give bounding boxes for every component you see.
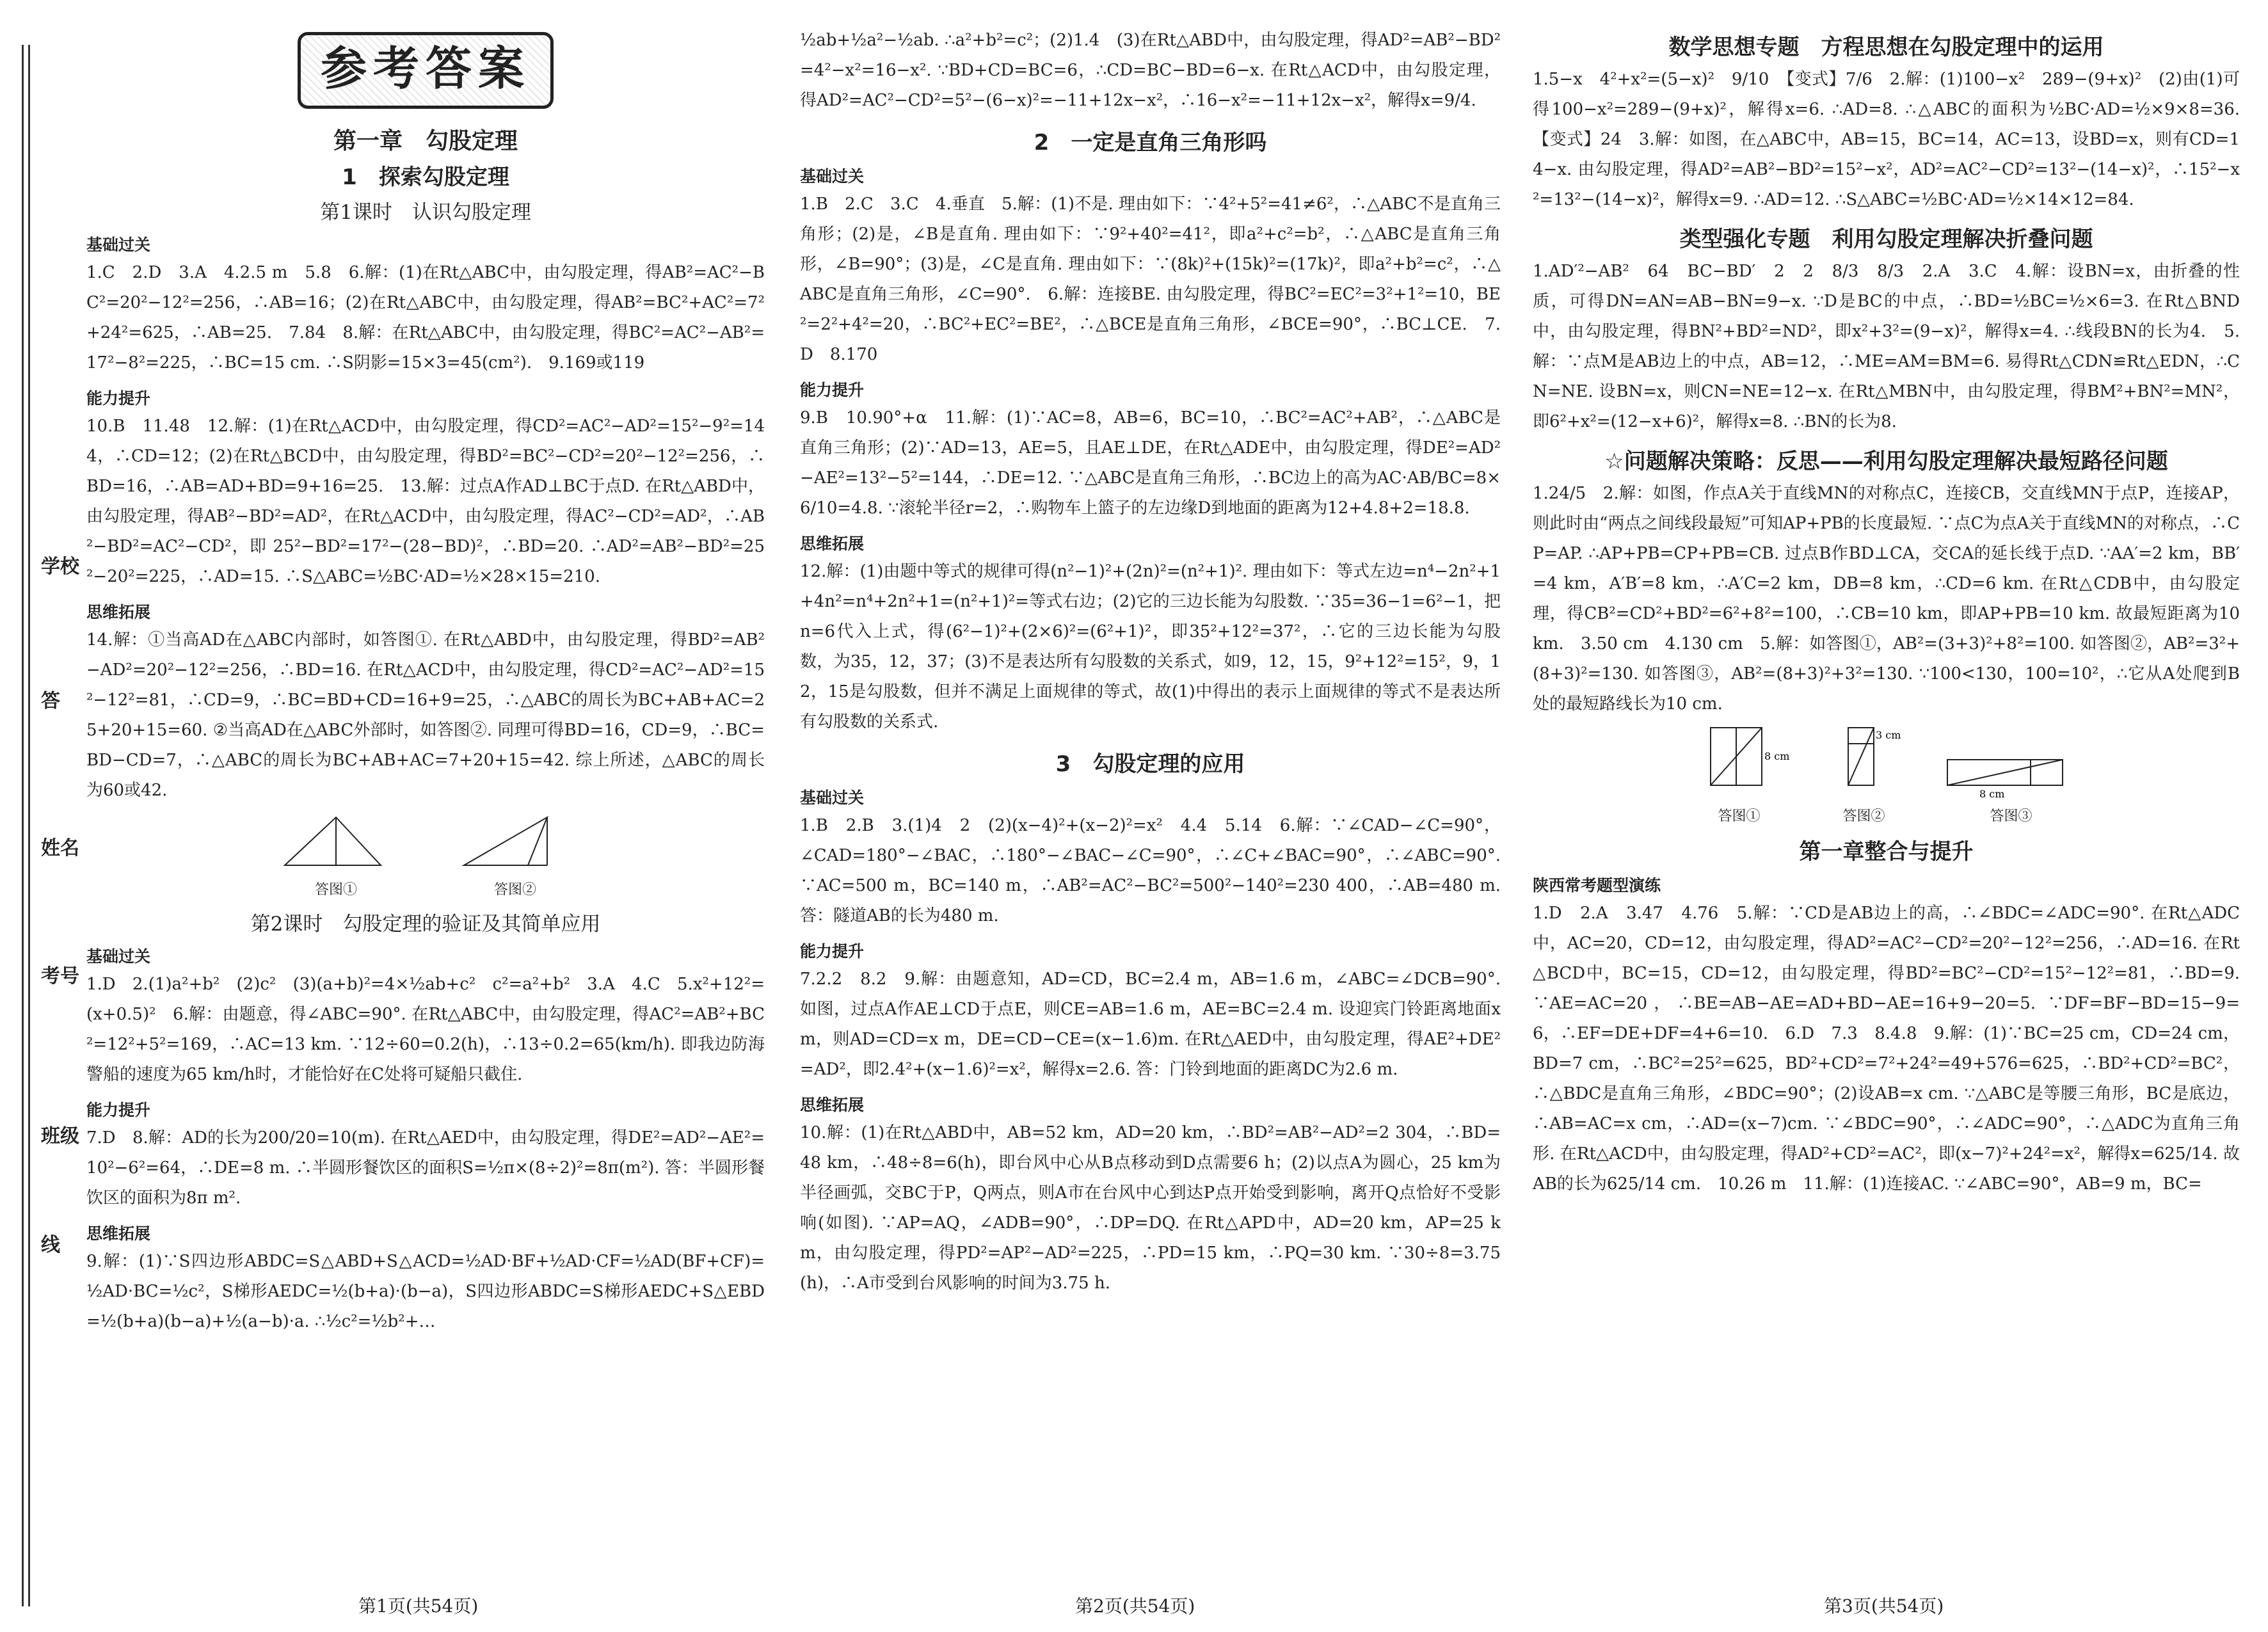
unfold-diagram [1691,724,1787,801]
summary-title: 第一章整合与提升 [1799,839,1974,865]
subheading: 基础过关 [86,947,151,966]
answer-text: 14.解：①当高AD在△ABC内部时，如答图①. 在Rt△ABD中，由勾股定理，得BD²=AB²−AD²=20²−12²=256，∴BD=16. 在Rt△ACD中，由勾股定理，得CD²=AC²−AD²=15²−12²=81，∴CD=9，∴BC=BD+CD=16+9=25，∴△ABC的周长为BC+AB+AC=25+20+15=60. ②当高AD在△ABC外部时，如答图②. 同理可得BD=16，CD=9，∴BC=BD−CD=7，∴△ABC的周长为BC+AB+AC=7+20+15=42. 综上所述，△ABC的周长为60或42. [86,630,765,800]
figure-caption: 答图③ [1990,808,2032,824]
subheading: 能力提升 [86,389,151,408]
unfold-diagram [1826,724,1903,801]
answer-text: 7.2.2 8.2 9.解：由题意知，AD=CD，BC=2.4 m，AB=1.6 m，∠ABC=∠DCB=90°. 如图，过点A作AE⊥CD于点E，则CE=AB=1.6 m，AE=BC=2.4 m. 设迎宾门铃距离地面x m，则AD=CD=x m，DE=CD−CE=(x−1.6)m. 在Rt△AED中，由勾股定理，得AE²+DE²=AD²，即2.4²+(x−1.6)²=x²，解得x=2.6. 答：门铃到地面的距离DC为2.6 m. [800,970,1501,1079]
lesson-title: 第2课时 勾股定理的验证及其简单应用 [250,913,601,936]
column-1 [86,26,765,1594]
column-2 [800,26,1501,1594]
answer-text: 9.解：(1)∵S四边形ABDC=S△ABD+S△ACD=½AD·BF+½AD·CF=½AD(BF+CF)=½AD·BC=½c²，S梯形AEDC=½(b+a)·(b−a)，S四边形ABDC=S梯形AEDC+S△EBD=½(b+a)(b−a)+½(a−b)·a. ∴½c²=½b²+… [86,1252,765,1331]
triangle-figures [86,811,765,899]
figure-caption: 答图② [1842,808,1885,824]
binding-label: 班级 [41,1125,79,1148]
answer-text: 7.D 8.解：AD的长为200/20=10(m). 在Rt△AED中，由勾股定理，得DE²=AD²−AE²=10²−6²=64，∴DE=8 m. ∴半圆形餐饮区的面积S=½π×(8÷2)²=8π(m²). 答：半圆形餐饮区的面积为8π m². [86,1128,765,1208]
section-title: 2 一定是直角三角形吗 [1034,130,1267,156]
subheading: 思维拓展 [800,1096,865,1114]
subheading: 思维拓展 [86,603,151,621]
dimension-label: 8 cm [1979,788,2004,800]
answer-text: 1.B 2.B 3.(1)4 2 (2)(x−4)²+(x−2)²=x² 4.4 5.14 6.解：∵∠CAD−∠C=90°，∠CAD=180°−∠BAC，∴180°−∠BAC−∠C=90°，∴∠C+∠BAC=90°，∴∠ABC=90°. ∵AC=500 m，BC=140 m，∴AB²=AC²−BC²=500²−140²=230 400，∴AB=480 m. 答：隧道AB的长为480 m. [800,816,1501,925]
binding-label: 答 [41,690,60,712]
figure-caption: 答图① [1718,808,1761,824]
section-title: 1 探索勾股定理 [342,164,509,190]
triangle-diagram [272,811,400,875]
subheading: 思维拓展 [800,534,865,553]
answer-text: 10.解：(1)在Rt△ABD中，AB=52 km，AD=20 km，∴BD²=AB²−AD²=2 304，∴BD=48 km，∴48÷8=6(h)，即台风中心从B点移动到D点需要6 h；(2)以点A为圆心，25 km为半径画弧，交BC于P，Q两点，则A市在台风中心到达P点开始受到影响，离开Q点恰好不受影响(如图). ∵AP=AQ，∠ADB=90°，∴DP=DQ. 在Rt△APD中，AD=20 km，AP=25 km，由勾股定理，得PD²=AP²−AD²=225，∴PD=15 km，∴PQ=30 km. ∵30÷8=3.75(h)，∴A市受到台风影响的时间为3.75 h. [800,1123,1501,1293]
figure-caption: 答图② [493,882,536,898]
answer-text: 1.D 2.A 3.47 4.76 5.解：∵CD是AB边上的高，∴∠BDC=∠ADC=90°. 在Rt△ADC中，AC=20，CD=12，由勾股定理，得AD²=AC²−CD²=20²−12²=256，∴AD=16. 在Rt△BCD中，BC=15，CD=12，由勾股定理，得BD²=BC²−CD²=15²−12²=81，∴BD=9. ∵AE=AC=20，∴BE=AB−AE=AD+BD−AE=16+9−20=5. ∵DF=BF−BD=15−9=6，∴EF=DE+DF=4+6=10. 6.D 7.3 8.4.8 9.解：(1)∵BC=25 cm，CD=24 cm，BD=7 cm，∴BC²=25²=625，BD²+CD²=7²+24²=49+576=625，∴BD²+CD²=BC²，∴△BDC是直角三角形，∠BDC=90°；(2)设AB=x cm. ∵△ABC是等腰三角形，BC是底边，∴AB=AC=x cm，∴AD=(x−7)cm. ∵∠BDC=90°，∴∠ADC=90°，∴△ADC为直角三角形. 在Rt△ACD中，由勾股定理，得AD²+CD²=AC²，即(x−7)²+24²=x²，解得x=625/14. 故AB的长为625/14 cm. 10.26 m 11.解：(1)连接AC. ∵∠ABC=90°，AB=9 m，BC= [1533,904,2240,1194]
answer-text: 10.B 11.48 12.解：(1)在Rt△ACD中，由勾股定理，得CD²=AC²−AD²=15²−9²=144，∴CD=12；(2)在Rt△BCD中，由勾股定理，得BD²=BC²−CD²=20²−12²=256，∴BD=16，∴AB=AD+BD=9+16=25. 13.解：过点A作AD⊥BC于点D. 在Rt△ABD中，由勾股定理，得AB²−BD²=AD²，在Rt△ACD中，由勾股定理，得AC²−CD²=AD²，∴AB²−BD²=AC²−CD²，即 25²−BD²=17²−(28−BD)²，∴BD=20. ∴AD²=AB²−BD²=25²−20²=225，∴AD=15. ∴S△ABC=½BC·AD=½×28×15=210. [86,417,765,586]
binding-label: 考号 [41,965,79,988]
figure-caption: 答图① [314,882,357,898]
answer-text: 12.解：(1)由题中等式的规律可得(n²−1)²+(2n)²=(n²+1)². 理由如下：等式左边=n⁴−2n²+1+4n²=n⁴+2n²+1=(n²+1)²=等式右边；(2)它的三边长能为勾股数. ∵35=36−1=6²−1，把n=6代入上式，得(6²−1)²+(2×6)²=(6²+1)²，即35²+12²=37²，∴它的三边长能为勾股数，为35，12，37；(3)不是表达所有勾股数的关系式，如9，12，15，9²+12²=15²，9，12，15是勾股数，但并不满足上面规律的等式，故(1)中得出的表示上面规律的等式不是表达所有勾股数的关系式. [800,562,1501,732]
subheading: 能力提升 [800,381,865,399]
section-title: 3 勾股定理的应用 [1055,751,1245,777]
answer-text: 9.B 10.90°+α 11.解：(1)∵AC=8，AB=6，BC=10，∴BC²=AC²+AB²，∴△ABC是直角三角形；(2)∵AD=13，AE=5，且AE⊥DE，在Rt△ADE中，由勾股定理，得DE²=AD²−AE²=13²−5²=144，∴DE=12. ∵△ABC是直角三角形，∴BC边上的高为AC·AB/BC=8×6/10=4.8. ∵滚轮半径r=2，∴购物车上篮子的左边缘D到地面的距离为12+4.8+2=18.8. [800,408,1501,518]
page-footer: 第3页(共54页) [1824,1596,1944,1617]
answer-text: 1.C 2.D 3.A 4.2.5 m 5.8 6.解：(1)在Rt△ABC中，由勾股定理，得AB²=AC²−BC²=20²−12²=256，∴AB=16；(2)在Rt△ABC中，由勾股定理，得AB²=BC²+AC²=7²+24²=625，∴AB=25. 7.84 8.解：在Rt△ABC中，由勾股定理，得BC²=AC²−AB²=17²−8²=225，∴BC=15 cm. ∴S阴影=15×3=45(cm²). 9.169或119 [86,263,765,372]
answer-text: 1.D 2.(1)a²+b² (2)c² (3)(a+b)²=4×½ab+c² c²=a²+b² 3.A 4.C 5.x²+12²=(x+0.5)² 6.解：由题意，得∠ABC=90°. 在Rt△ABC中，由勾股定理，得AC²=AB²+BC²=12²+5²=169，∴AC=13 km. ∵12÷60=0.2(h)，∴13÷0.2=65(km/h). 即我边防海警船的速度为65 km/h时，才能恰好在C处将可疑船只截住. [86,975,765,1084]
subheading: 陕西常考题型演练 [1533,876,1661,895]
binding-line [28,45,30,1606]
answer-text: 1.B 2.C 3.C 4.垂直 5.解：(1)不是. 理由如下：∵4²+5²=41≠6²，∴△ABC不是直角三角形；(2)是，∠B是直角. 理由如下：∵9²+40²=41²，即a²+c²=b²，∴△ABC是直角三角形，∠B=90°；(3)是，∠C是直角. 理由如下：∵(8k)²+(15k)²=(17k)²，即a²+b²=c²，∴△ABC是直角三角形，∠C=90°. 6.解：连接BE. 由勾股定理，得BC²=EC²=3²+1²=10，BE²=2²+4²=20，∴BC²+EC²=BE²，∴△BCE是直角三角形，∠BCE=90°，∴BC⊥CE. 7.D 8.170 [800,195,1501,364]
dimension-label: 8 cm [1764,750,1789,762]
answer-text: ½ab+½a²−½ab. ∴a²+b²=c²；(2)1.4 (3)在Rt△ABD中，由勾股定理，得AD²=AB²−BD²=4²−x²=16−x². ∵BD+CD=BC=6，∴CD=BC−BD=6−x. 在Rt△ACD中，由勾股定理，得AD²=AC²−CD²=5²−(6−x)²=−11+12x−x²，∴16−x²=−11+12x−x²，解得x=9/4. [800,31,1501,110]
page-footer: 第1页(共54页) [358,1596,479,1617]
binding-label: 姓名 [41,837,79,860]
topic-title: 数学思想专题 方程思想在勾股定理中的运用 [1668,35,2104,60]
binding-label: 线 [41,1234,60,1256]
binding-label: 学校 [41,556,79,578]
dimension-label: 3 cm [1875,729,1901,741]
box-figures [1533,724,2240,825]
chapter-title: 第一章 勾股定理 [333,128,518,154]
subheading: 基础过关 [800,167,865,186]
subheading: 思维拓展 [86,1224,151,1243]
answer-banner: 参考答案 [298,32,554,109]
answer-text: 1.AD′²−AB² 64 BC−BD′ 2 2 8/3 8/3 2.A 3.C 4.解：设BN=x，由折叠的性质，可得DN=AN=AB−BN=9−x. ∵D是BC的中点，∴BD=½BC=½×6=3. 在Rt△BND中，由勾股定理，得BN²+BD²=ND²，即x²+3²=(9−x)²，解得x=4. ∴线段BN的长为4. 5.解：∵点M是AB边上的中点，AB=12，∴ME=AM=BM=6. 易得Rt△CDN≌Rt△EDN，∴CN=NE. 设BN=x，则CN=NE=12−x. 在Rt△MBN中，由勾股定理，得BM²+BN²=MN²，即6²+x²=(12−x+6)²，解得x=8. ∴BN的长为8. [1533,262,2240,431]
page-footer: 第2页(共54页) [1075,1596,1195,1617]
subheading: 基础过关 [86,236,151,254]
answer-text: 1.5−x 4²+x²=(5−x)² 9/10 【变式】7/6 2.解：(1)100−x² 289−(9+x)² (2)由(1)可得100−x²=289−(9+x)²，解得x=6. ∴AD=8. ∴△ABC的面积为½BC·AD=½×9×8=36. 【变式】24 3.解：如图，在△ABC中，AB=15，BC=14，AC=13，设BD=x，则有CD=14−x. 由勾股定理，得AD²=AB²−BD²=15²−x²，AD²=AC²−CD²=13²−(14−x)²，∴15²−x²=13²−(14−x)²，解得x=9. ∴AD=12. ∴S△ABC=½BC·AD=½×14×12=84. [1533,70,2257,209]
topic-title: ☆问题解决策略：反思——利用勾股定理解决最短路径问题 [1604,449,2168,474]
lesson-title: 第1课时 认识勾股定理 [320,201,531,224]
unfold-diagram [1941,724,2082,801]
subheading: 能力提升 [86,1101,151,1119]
subheading: 能力提升 [800,942,865,961]
binding-line [22,45,24,1606]
triangle-diagram [451,811,579,875]
column-3 [1533,26,2257,1594]
binding-strip [19,45,80,1606]
topic-title: 类型强化专题 利用勾股定理解决折叠问题 [1679,227,2093,252]
subheading: 基础过关 [800,788,865,807]
answer-text: 1.24/5 2.解：如图，作点A关于直线MN的对称点C，连接CB，交直线MN于点P，连接AP，则此时由“两点之间线段最短”可知AP+PB的长度最短. ∵点C为点A关于直线MN的对称点，∴CP=AP. ∴AP+PB=CP+PB=CB. 过点B作BD⊥CA，交CA的延长线于点D. ∵AA′=2 km，BB′=4 km，A′B′=8 km，∴A′C=2 km，DB=8 km，∴CD=6 km. 在Rt△CDB中，由勾股定理，得CB²=CD²+BD²=6²+8²=100，∴CB=10 km，即AP+PB=10 km. 故最短距离为10 km. 3.50 cm 4.130 cm 5.解：如答图①，AB²=(3+3)²+8²=100. 如答图②，AB²=3²+(8+3)²=130. 如答图③，AB²=(8+3)²+3²=130. ∵100<130，100=10²，∴它从A处爬到B处的最短路线长为10 cm. [1533,484,2240,714]
